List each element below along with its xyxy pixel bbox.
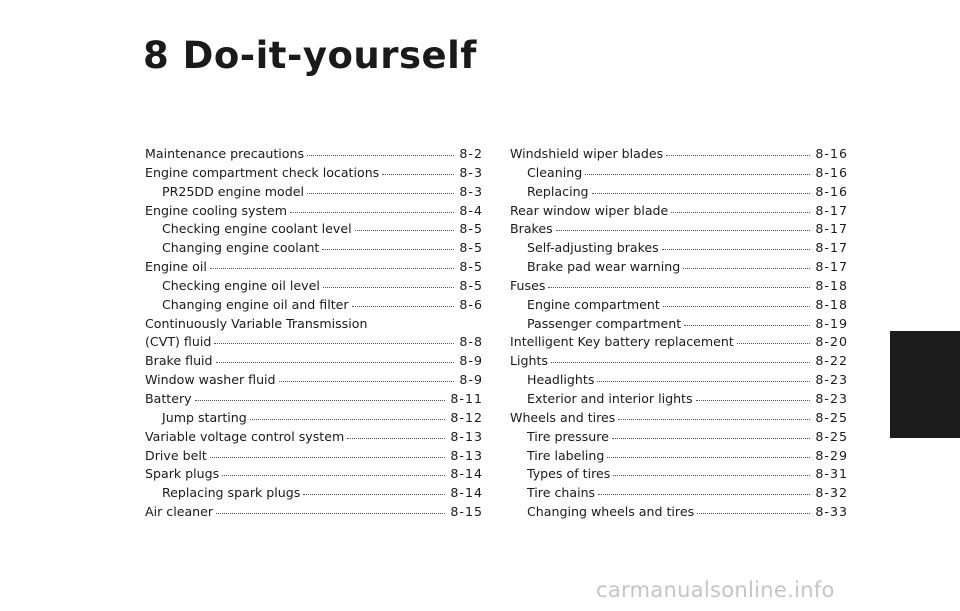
toc-entry[interactable] [145,371,483,390]
toc-entry-page: 8-4 [459,202,483,218]
toc-entry-page: 8-17 [815,240,848,256]
watermark: carmanualsonline.info [596,578,835,602]
chapter-side-tab [890,331,960,438]
dot-leader [548,286,810,288]
dot-leader [551,361,810,363]
toc-entry-label: Changing engine coolant [162,240,320,256]
dot-leader [279,380,455,382]
toc-entry[interactable] [145,315,483,353]
toc-entry[interactable] [510,333,848,352]
toc-entry-label: Headlights [527,372,595,388]
toc-entry-label: Brake fluid [145,353,213,369]
toc-entry[interactable] [510,447,848,466]
toc-entry-page: 8-18 [815,277,848,293]
toc-entry[interactable] [145,239,483,258]
toc-entry-page: 8-31 [815,466,848,482]
toc-entry[interactable] [510,145,848,164]
toc-entry-label: Passenger compartment [527,315,682,331]
toc-entry[interactable] [510,202,848,221]
toc-entry[interactable] [510,352,848,371]
toc-entry-label: Battery [145,390,192,406]
toc-entry[interactable] [145,390,483,409]
toc-entry-label: Types of tires [527,466,611,482]
toc-entry-label: Brakes [510,221,553,237]
toc-entry-label: PR25DD engine model [162,183,304,199]
toc-entry-label: Drive belt [145,447,207,463]
dot-leader [696,399,811,401]
toc-entry-label: Exterior and interior lights [527,390,693,406]
dot-leader [250,418,446,420]
toc-entry-label: Checking engine oil level [162,277,320,293]
toc-entry[interactable] [510,220,848,239]
toc-entry-page: 8-14 [450,466,483,482]
dot-leader [210,267,455,269]
toc-entry-label: Rear window wiper blade [510,202,669,218]
dot-leader [352,305,455,307]
toc-entry-label: Engine compartment check locations [145,164,380,180]
toc-entry[interactable] [510,465,848,484]
toc-entry-label: Replacing spark plugs [162,485,301,501]
toc-entry[interactable] [145,220,483,239]
toc-entry[interactable] [510,390,848,409]
toc-entry[interactable] [510,428,848,447]
toc-entry[interactable] [145,465,483,484]
toc-entry-page: 8-23 [815,390,848,406]
dot-leader [697,512,810,514]
toc-entry[interactable] [510,371,848,390]
toc-entry[interactable] [510,277,848,296]
toc-entry-label: Wheels and tires [510,409,616,425]
toc-entry-page: 8-25 [815,409,848,425]
chapter-title: 8 Do-it-yourself [143,34,477,77]
toc-entry-label: Engine compartment [527,296,660,312]
dot-leader [737,342,811,344]
dot-leader [607,456,810,458]
dot-leader [684,324,810,326]
toc-entry-page: 8-13 [450,447,483,463]
dot-leader [222,474,445,476]
dot-leader [613,474,810,476]
toc-entry-page: 8-13 [450,428,483,444]
dot-leader [663,305,811,307]
toc-entry-page: 8-14 [450,485,483,501]
toc-entry[interactable] [145,145,483,164]
toc-entry-label: Tire pressure [527,428,609,444]
toc-entry-label: Engine oil [145,259,207,275]
toc-entry[interactable] [510,258,848,277]
toc-entry-label: Changing wheels and tires [527,504,695,520]
toc-entry[interactable] [510,296,848,315]
toc-entry-page: 8-9 [459,372,483,388]
toc-entry-label: Brake pad wear warning [527,259,681,275]
toc-entry-label: Tire labeling [527,447,605,463]
toc-entry-label: Self-adjusting brakes [527,240,659,256]
dot-leader [347,437,445,439]
toc-entry[interactable] [145,202,483,221]
toc-entry[interactable] [510,503,848,522]
toc-entry[interactable] [145,447,483,466]
toc-entry-page: 8-9 [459,353,483,369]
toc-entry-label: Variable voltage control system [145,428,345,444]
toc-entry-page: 8-17 [815,202,848,218]
dot-leader [216,512,445,514]
toc-entry-page: 8-5 [459,240,483,256]
toc-entry-label: Maintenance precautions [145,146,305,161]
toc-entry[interactable] [510,183,848,202]
dot-leader [666,154,810,156]
dot-leader [382,173,454,175]
toc-entry-page: 8-22 [815,353,848,369]
toc-entry-label: Cleaning [527,164,583,180]
dot-leader [597,380,810,382]
dot-leader [585,173,810,175]
dot-leader [556,229,811,231]
toc-entry[interactable] [510,409,848,428]
toc-entry[interactable] [510,164,848,183]
toc-entry-label: (CVT) fluid [145,334,212,350]
toc-entry-label: Window washer fluid [145,372,276,388]
toc-entry[interactable] [145,183,483,202]
toc-entry-label: Engine cooling system [145,202,288,218]
toc-entry[interactable] [510,315,848,334]
toc-entry-page: 8-25 [815,428,848,444]
dot-leader [210,456,446,458]
toc-entry[interactable] [145,258,483,277]
toc-entry-label: Lights [510,353,548,369]
toc-entry-page: 8-29 [815,447,848,463]
dot-leader [683,267,810,269]
toc-entry-label: Changing engine oil and filter [162,296,349,312]
toc-entry-page: 8-11 [450,390,483,406]
toc-entry-page: 8-15 [450,504,483,520]
toc-entry-label: Tire chains [527,485,596,501]
dot-leader [307,154,454,156]
toc-entry[interactable] [145,409,483,428]
dot-leader [612,437,811,439]
toc-entry-label: Replacing [527,183,589,199]
toc-entry-page: 8-12 [450,409,483,425]
toc-entry[interactable] [510,239,848,258]
toc-entry[interactable] [145,352,483,371]
dot-leader [322,248,454,250]
dot-leader [214,342,454,344]
dot-leader [671,211,810,213]
dot-leader [618,418,810,420]
toc-entry-label: Spark plugs [145,466,220,482]
toc-entry-page: 8-17 [815,221,848,237]
dot-leader [592,192,811,194]
toc-entry-label: Jump starting [162,409,247,425]
dot-leader [290,211,454,213]
toc-entry-page: 8-19 [815,315,848,331]
toc-entry-page: 8-5 [459,221,483,237]
toc-entry-label: Windshield wiper blades [510,146,664,161]
toc-entry-page: 8-3 [459,164,483,180]
toc-entry[interactable] [145,503,483,522]
toc-entry-label: Air cleaner [145,504,214,520]
dot-leader [195,399,446,401]
toc-entry-page: 8-33 [815,504,848,520]
toc-entry-page: 8-16 [815,146,848,161]
toc-entry-label: Intelligent Key battery replacement [510,334,734,350]
dot-leader [323,286,455,288]
toc-entry[interactable] [145,428,483,447]
toc-entry-page: 8-6 [459,296,483,312]
toc-entry-page: 8-8 [459,334,483,350]
toc-entry-label: Fuses [510,277,546,293]
toc-entry[interactable] [145,164,483,183]
dot-leader [303,493,445,495]
toc-entry-label: Checking engine coolant level [162,221,352,237]
toc-entry-page: 8-17 [815,259,848,275]
dot-leader [216,361,455,363]
toc-entry[interactable] [145,277,483,296]
toc-entry-page: 8-32 [815,485,848,501]
toc-entry-page: 8-2 [459,146,483,161]
toc-entry-page: 8-23 [815,372,848,388]
toc-entry-page: 8-20 [815,334,848,350]
toc-column-right [510,145,848,522]
toc-entry-page: 8-16 [815,183,848,199]
dot-leader [662,248,811,250]
toc-entry-page: 8-16 [815,164,848,180]
toc-entry-page: 8-5 [459,259,483,275]
toc-column-left [145,145,483,522]
toc-entry[interactable] [510,484,848,503]
dot-leader [598,493,810,495]
toc-entry[interactable] [145,296,483,315]
toc-entry-page: 8-18 [815,296,848,312]
toc-entry-page: 8-5 [459,277,483,293]
dot-leader [355,229,455,231]
toc-entry-page: 8-3 [459,183,483,199]
toc-entry[interactable] [145,484,483,503]
dot-leader [307,192,454,194]
toc-entry-label: Continuously Variable Transmission [145,315,368,331]
